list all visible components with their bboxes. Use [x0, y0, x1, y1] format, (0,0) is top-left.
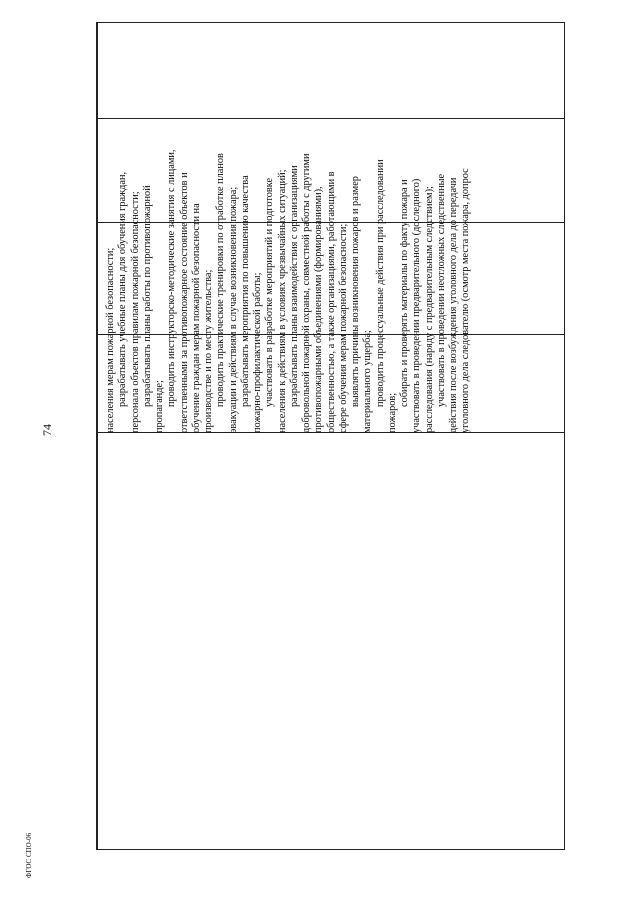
text-line: пожарно-профилактической работы;	[252, 272, 263, 433]
text-line: эвакуации и действиям в случае возникновения пожара;	[227, 186, 239, 433]
page-number: 74	[40, 424, 54, 436]
text-line: уголовного дела следователю (осмотр места пожара, допрос	[460, 168, 472, 433]
text-line: сфере обучения мерам пожарной безопасности;	[337, 223, 349, 433]
text-line: обучение граждан мерам пожарной безопасности на	[190, 203, 202, 433]
text-line: добровольной пожарной охраны, совместной работы с другими	[301, 153, 312, 433]
text-line: населения к действиям в условиях чрезвычайных ситуаций;	[276, 169, 288, 433]
text-line: материального ущерба;	[362, 330, 374, 433]
text-line: пропаганде;	[154, 380, 165, 433]
text-line: разрабатывать планы работы по противопожарной	[141, 185, 153, 407]
text-line: разрабатывать мероприятия по повышению качества	[239, 175, 251, 407]
text-line: общественностью, а также организациями, работающими в	[325, 171, 337, 433]
text-line: проводить практические тренировки по отработке планов	[215, 153, 227, 407]
competency-text-cell	[103, 37, 567, 433]
text-line: участвовать в проведении неотложных следственные	[435, 173, 447, 407]
text-line: ответственными за противопожарное состояние объектов и	[178, 172, 190, 433]
footer-label: ФГОС СПО-06	[25, 832, 33, 878]
text-line: пожаров;	[386, 392, 398, 433]
text-line: участвовать в разработке мероприятий и подготовке	[264, 177, 276, 407]
text-line: проводить инструкторско-методические занятия с лицами,	[166, 149, 178, 407]
text-line: населения мерам пожарной безопасности;	[105, 247, 116, 433]
text-line: участвовать в проведении предварительного (доследного)	[411, 178, 423, 433]
text-line: производстве и по месту жительства;	[203, 269, 214, 433]
standards-table	[96, 22, 565, 850]
text-line: расследования (наряду с предварительным следствием);	[423, 186, 435, 433]
text-line: собирать и проверять материалы по факту пожара и	[399, 179, 410, 407]
text-line: разрабатывать планы взаимодействия с организациями	[288, 165, 300, 407]
text-line: противопожарными объединениями (формированиями),	[313, 186, 325, 433]
text-line: проводить процессуальные действия при расследовании	[374, 159, 386, 407]
text-line: действия после возбуждения уголовного дела до передачи	[448, 177, 459, 433]
text-line: выявлять причины возникновения пожаров и размер	[350, 176, 361, 407]
text-line: разрабатывать учебные планы для обучения граждан,	[117, 171, 129, 407]
table-column-divider	[97, 23, 98, 849]
text-line: персонала объектов правилам пожарной безопасности;	[129, 191, 141, 433]
